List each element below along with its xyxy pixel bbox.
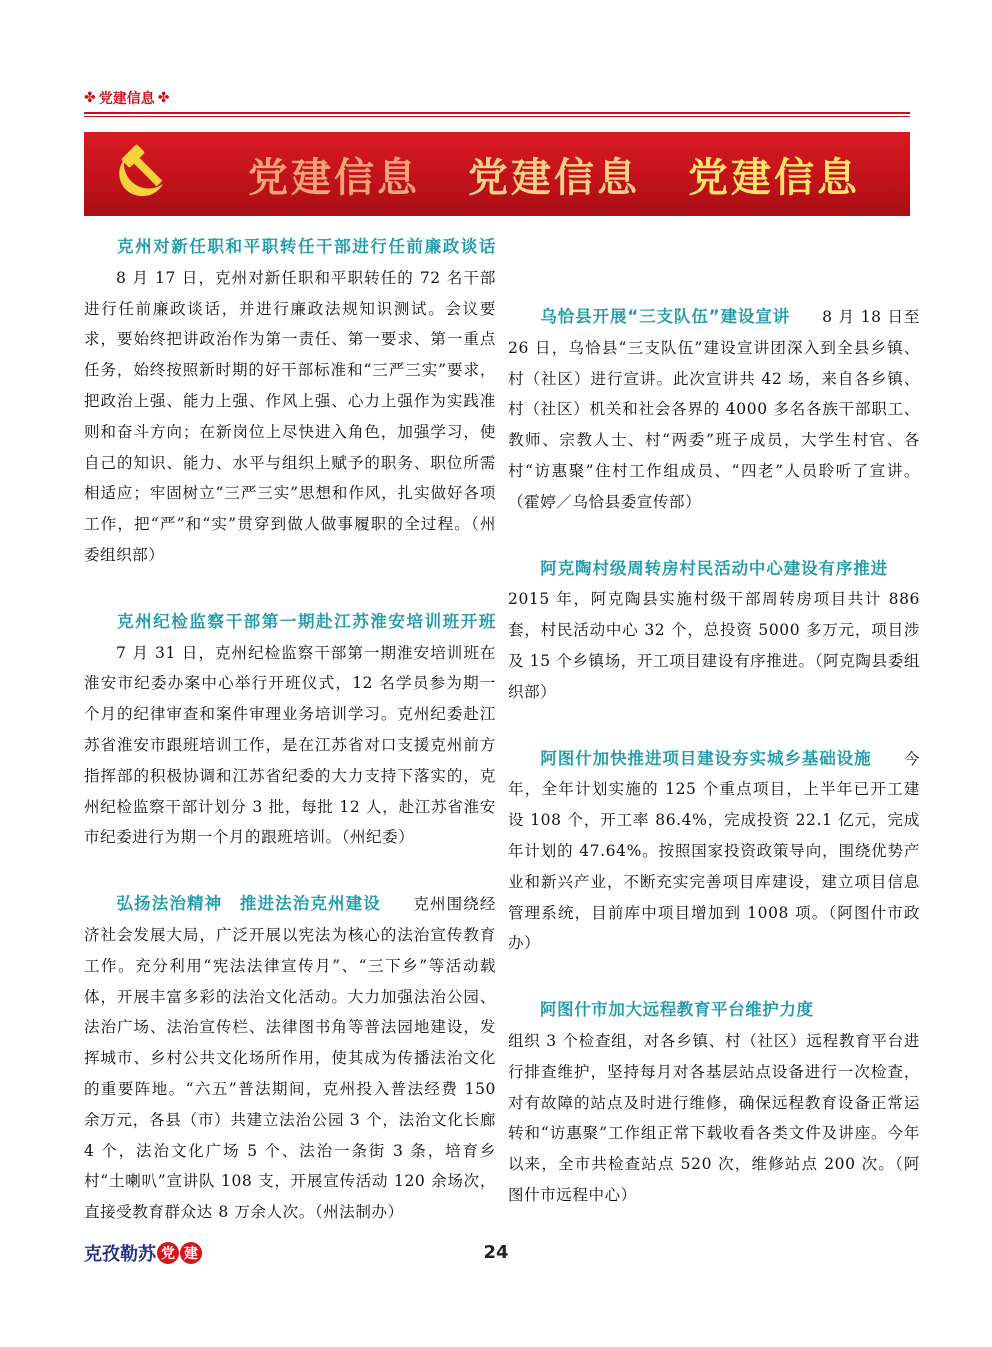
header-rule — [84, 112, 910, 114]
flower-ornament-icon: ✤ — [157, 90, 170, 106]
article — [84, 889, 496, 1228]
article-body: 2015 年，阿克陶县实施村级干部周转房项目共计 886 套，村民活动中心 32 个，总投资 5000 多万元，项目涉及 15 个乡镇场，开工项目建设有序推进。（阿克陶县委组织部） — [508, 590, 920, 701]
article-body: 今年，全年计划实施的 125 个重点项目，上半年已开工建设 108 个，开工率 86.4%，完成投资 22.1 亿元，完成年计划的 47.64%。按照国家投资政策导向，围绕优势产业和新兴产业，不断充实完善项目库建设，建立项目信息管理系统，目前库中项目增加到 1008 项。（阿图什市政办） — [508, 749, 920, 953]
flower-ornament-icon: ✤ — [84, 90, 96, 106]
article-headline: 阿图什加快推进项目建设夯实城乡基础设施 — [540, 748, 872, 768]
footer-brand-circle: 党 — [157, 1242, 179, 1264]
article-body: 组织 3 个检查组，对各乡镇、村（社区）远程教育平台进行排查维护，坚持每月对各基层站点设备进行一次检查，对有故障的站点及时进行维修，确保远程教育设备正常运转和“访惠聚”工作组正常下载收看各类文件及讲座。今年以来，全市共检查站点 520 次，维修站点 200 次。（阿图什市远程中心） — [508, 1031, 920, 1204]
article — [508, 302, 920, 518]
article-paragraph — [84, 607, 496, 853]
banner-title: 党建信息 — [248, 154, 420, 201]
footer-brand-text: 克孜勒苏 — [84, 1244, 156, 1265]
hammer-sickle-icon — [106, 140, 172, 206]
article-paragraph — [508, 995, 920, 1211]
banner-titles — [248, 132, 890, 216]
footer-brand — [84, 1239, 202, 1267]
article-headline: 乌恰县开展“三支队伍”建设宣讲 — [540, 307, 791, 326]
article-headline: 阿图什市加大远程教育平台维护力度 — [540, 1000, 814, 1020]
article-paragraph — [84, 232, 496, 571]
article — [84, 607, 496, 853]
banner-title: 党建信息 — [688, 154, 860, 201]
article-paragraph — [508, 744, 920, 960]
section-banner — [84, 132, 910, 216]
article-paragraph — [84, 889, 496, 1228]
left-column — [84, 232, 496, 1264]
article-paragraph — [508, 302, 920, 518]
banner-title: 党建信息 — [468, 154, 640, 201]
page-number: 24 — [483, 1242, 509, 1263]
article — [84, 232, 496, 571]
article — [508, 744, 920, 960]
article-paragraph — [508, 554, 920, 708]
article-body: 8 月 18 日至 26 日，乌恰县“三支队伍”建设宣讲团深入到全县乡镇、村（社区）进行宣讲。此次宣讲共 42 场，来自各乡镇、村（社区）机关和社会各界的 4000 多名各族干部职工、教师、宗教人士、村“两委”班子成员，大学生村官、各村“访惠聚”住村工作组成员、“四老”人员聆听了宣讲。（霍婷／乌恰县委宣传部） — [508, 308, 920, 511]
article-headline: 阿克陶村级周转房村民活动中心建设有序推进 — [540, 558, 888, 578]
article — [508, 995, 920, 1211]
section-tag-label: 党建信息 — [98, 91, 155, 107]
article-headline: 弘扬法治精神 推进法治克州建设 — [116, 894, 381, 914]
right-column — [508, 232, 920, 1247]
article-body: 7 月 31 日，克州纪检监察干部第一期淮安培训班在淮安市纪委办案中心举行开班仪式，12 名学员参为期一个月的纪律审查和案件审理业务培训学习。克州纪委赴江苏省淮安市跟班培训工作，是在江苏省对口支援克州前方指挥部的积极协调和江苏省纪委的大力支持下落实的，克州纪检监察干部计划分 3 批，每批 12 人，赴江苏省淮安市纪委进行为期一个月的跟班培训。（州纪委） — [84, 643, 496, 847]
section-tag — [84, 88, 169, 108]
footer-brand-circle: 建 — [180, 1242, 202, 1264]
article-body: 克州围绕经济社会发展大局，广泛开展以宪法为核心的法治宣传教育工作。充分利用“宪法法律宣传月”、“三下乡”等活动载体，开展丰富多彩的法治文化活动。大力加强法治公园、法治广场、法治宣传栏、法律图书角等普法园地建设，发挥城市、乡村公共文化场所作用，使其成为传播法治文化的重要阵地。“六五”普法期间，克州投入普法经费 150 余万元，各县（市）共建立法治公园 3 个，法治文化长廊 4 个，法治文化广场 5 个、法治一条街 3 条，培育乡村“土喇叭”宣讲队 108 支，开展宣传活动 120 余场次，直接受教育群众达 8 万余人次。（州法制办） — [84, 895, 496, 1222]
article — [508, 554, 920, 708]
article-headline: 克州对新任职和平职转任干部进行任前廉政谈话 — [116, 237, 496, 256]
header-rule-thin — [84, 116, 910, 117]
article-body: 8 月 17 日，克州对新任职和平职转任的 72 名干部进行任前廉政谈话，并进行廉政法规知识测试。会议要求，要始终把讲政治作为第一责任、第一要求、第一重点任务，始终按照新时期的好干部标准和“三严三实”要求，把政治上强、能力上强、作风上强、心力上强作为实践准则和奋斗方向；在新岗位上尽快进入角色，加强学习，使自己的知识、能力、水平与组织上赋予的职务、职位所需相适应；牢固树立“三严三实”思想和作风，扎实做好各项工作，把“严”和“实”贯穿到做人做事履职的全过程。（州委组织部） — [84, 268, 496, 564]
article-headline: 克州纪检监察干部第一期赴江苏淮安培训班开班 — [116, 611, 496, 631]
